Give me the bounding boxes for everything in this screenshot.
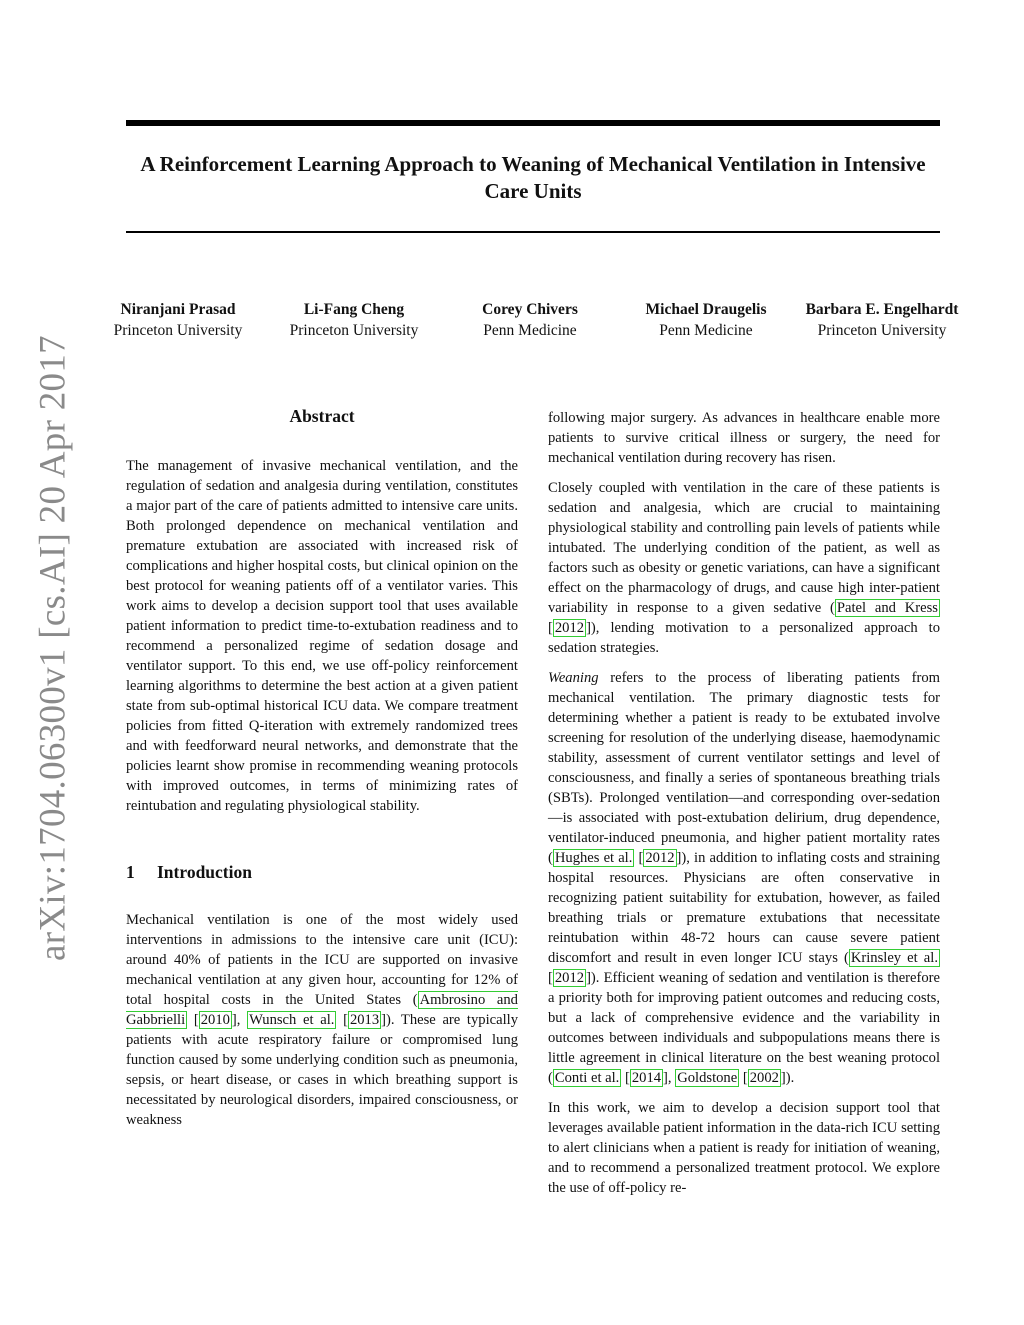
- citation-link[interactable]: Ambrosino and Gabbrielli: [126, 992, 518, 1028]
- author-block: [618, 299, 794, 341]
- text-run: ]). Efficient weaning of sedation and ventilation is therefore a priority both for improving patient outcomes and reducing costs, but a lack of comprehensive evidence and the variability in outcomes between individuals and subpopulations means there is little agreement in clinical literature on the best weaning protocol (: [548, 970, 940, 1086]
- author-name: Michael Draugelis: [645, 301, 767, 318]
- text-run: [: [336, 1012, 348, 1028]
- author-block: [90, 299, 266, 341]
- text-run: ]), lending motivation to a personalized approach to sedation strategies.: [548, 620, 940, 656]
- arxiv-identifier-stamp: arXiv:1704.06300v1 [cs.AI] 20 Apr 2017: [32, 335, 74, 961]
- author-block: [266, 299, 442, 341]
- text-run: [: [548, 970, 553, 986]
- author-block: [442, 299, 618, 341]
- author-affiliation: Penn Medicine: [659, 322, 753, 339]
- text-run: Closely coupled with ventilation in the care of these patients is sedation and analgesia, which are crucial to maintaining physiological stability and controlling pain levels of patients while intubated. The underlying condition of the patient, as well as factors such as obesity or genetic variations, can have a significant effect on the pharmacology of drugs, and cause high inter-patient variability in response to a given sedative (: [548, 480, 940, 616]
- intro-paragraph-continued: following major surgery. As advances in healthcare enable more patients to survive critical illness or surgery, the need for mechanical ventilation during recovery has risen.: [548, 410, 940, 466]
- text-run: [: [634, 850, 644, 866]
- section-heading-introduction: [126, 860, 518, 884]
- abstract-text: The management of invasive mechanical ventilation, and the regulation of sedation and analgesia during ventilation, constitutes a major part of the care of patients admitted to intensive care units. Both prolonged dependence on mechanical ventilation and premature extubation are associated with increased risk of complications and higher hospital costs, but clinical opinion on the best protocol for weaning patients off of a ventilator varies. This work aims to develop a decision support tool that uses available patient information to predict time-to-extubation readiness and to recommend a personalized regime of sedation dosage and ventilator support. To this end, we use off-policy reinforcement learning algorithms to determine the best action at a given patient state from sub-optimal historical ICU data. We compare treatment policies from fitted Q-iteration with extremely randomized trees and with feedforward neural networks, and demonstrate that the policies learnt show promise in recommending weaning protocols with improved outcomes, in terms of minimizing rates of reintubation and regulating physiological stability.: [126, 458, 518, 814]
- author-affiliation: Princeton University: [817, 322, 947, 339]
- citation-link[interactable]: Wunsch et al.: [249, 1012, 335, 1028]
- left-column: [126, 404, 518, 1130]
- text-run: refers to the process of liberating patients from mechanical ventilation. The primary diagnostic tests for determining whether a patient is ready to be extubated involve screening for resolution of the underlying disease, haemodynamic stability, assessment of current ventilator settings and level of consciousness, and finally a series of spontaneous breathing trials (SBTs). Prolonged ventilation—and corresponding over-sedation—is associated with post-extubation delirium, drug dependence, ventilator-induced pneumonia, and higher patient mortality rates (: [548, 670, 940, 866]
- author-name: Li-Fang Cheng: [303, 301, 405, 318]
- author-list: [90, 299, 970, 341]
- author-block: [794, 299, 970, 341]
- citation-link[interactable]: Krinsley et al.: [850, 950, 938, 966]
- citation-link[interactable]: Goldstone: [677, 1070, 738, 1086]
- text-run: [: [621, 1070, 630, 1086]
- text-run: ]). These are typically patients with acute respiratory failure or compromised lung function caused by some underlying condition such as pneumonia, sepsis, or heart disease, or cases in which breathing support is necessitated by neurological disorders, impaired consciousness, or weakness: [126, 1012, 518, 1128]
- section-title: Introduction: [157, 862, 252, 882]
- text-run: Mechanical ventilation is one of the most widely used interventions in admissions to the intensive care unit (ICU): around 40% of patients in the ICU are supported on invasive mechanical ventilation at any given hour, accounting for 12% of total hospital costs in the United States (: [126, 912, 518, 1008]
- citation-year-link[interactable]: 2012: [645, 850, 675, 866]
- author-name: Niranjani Prasad: [120, 301, 236, 318]
- abstract-heading: Abstract: [289, 406, 355, 426]
- text-run: [: [739, 1070, 748, 1086]
- author-affiliation: Princeton University: [289, 322, 419, 339]
- author-affiliation: Penn Medicine: [483, 322, 577, 339]
- weaning-paragraph: [548, 668, 940, 1088]
- citation-year-link[interactable]: 2012: [554, 620, 585, 636]
- section-number: 1: [126, 862, 135, 882]
- citation-year-link[interactable]: 2013: [349, 1012, 380, 1028]
- author-affiliation: Princeton University: [113, 322, 243, 339]
- right-column: [548, 408, 940, 1198]
- text-run: ]), in addition to inflating costs and straining hospital resources. Physicians are often conservative in recognizing patient suitability for extubation, however, as failed breathing trials or premature extubations that necessitate reintubation within 48-72 hours can cause severe patient discomfort and result in even longer ICU stays (: [548, 850, 940, 966]
- citation-year-link[interactable]: 2012: [554, 970, 585, 986]
- citation-year-link[interactable]: 2010: [200, 1012, 230, 1028]
- text-run: [: [187, 1012, 199, 1028]
- author-name: Barbara E. Engelhardt: [805, 301, 959, 318]
- emphasized-term: Weaning: [548, 670, 599, 686]
- this-work-paragraph: In this work, we aim to develop a decision support tool that leverages available patient information in the data-rich ICU setting to alert clinicians when a patient is ready for initiation of weaning, and to recommend a personalized treatment protocol. We explore the use of off-policy re-: [548, 1100, 940, 1196]
- paper-title: A Reinforcement Learning Approach to Weaning of Mechanical Ventilation in Intensive Care Units: [140, 152, 926, 203]
- sedation-paragraph: [548, 478, 940, 658]
- citation-year-link[interactable]: 2002: [749, 1070, 779, 1086]
- intro-paragraph-1: [126, 910, 518, 1130]
- title-top-rule: [126, 120, 940, 126]
- text-run: ],: [663, 1070, 676, 1086]
- citation-link[interactable]: Hughes et al.: [554, 850, 633, 866]
- text-run: ]).: [780, 1070, 795, 1086]
- citation-link[interactable]: Patel and Kress: [836, 600, 938, 616]
- text-run: ],: [231, 1012, 248, 1028]
- text-run: [: [548, 620, 553, 636]
- citation-link[interactable]: Conti et al.: [554, 1070, 620, 1086]
- author-name: Corey Chivers: [482, 301, 578, 318]
- citation-year-link[interactable]: 2014: [631, 1070, 662, 1086]
- title-bottom-rule: [126, 231, 940, 233]
